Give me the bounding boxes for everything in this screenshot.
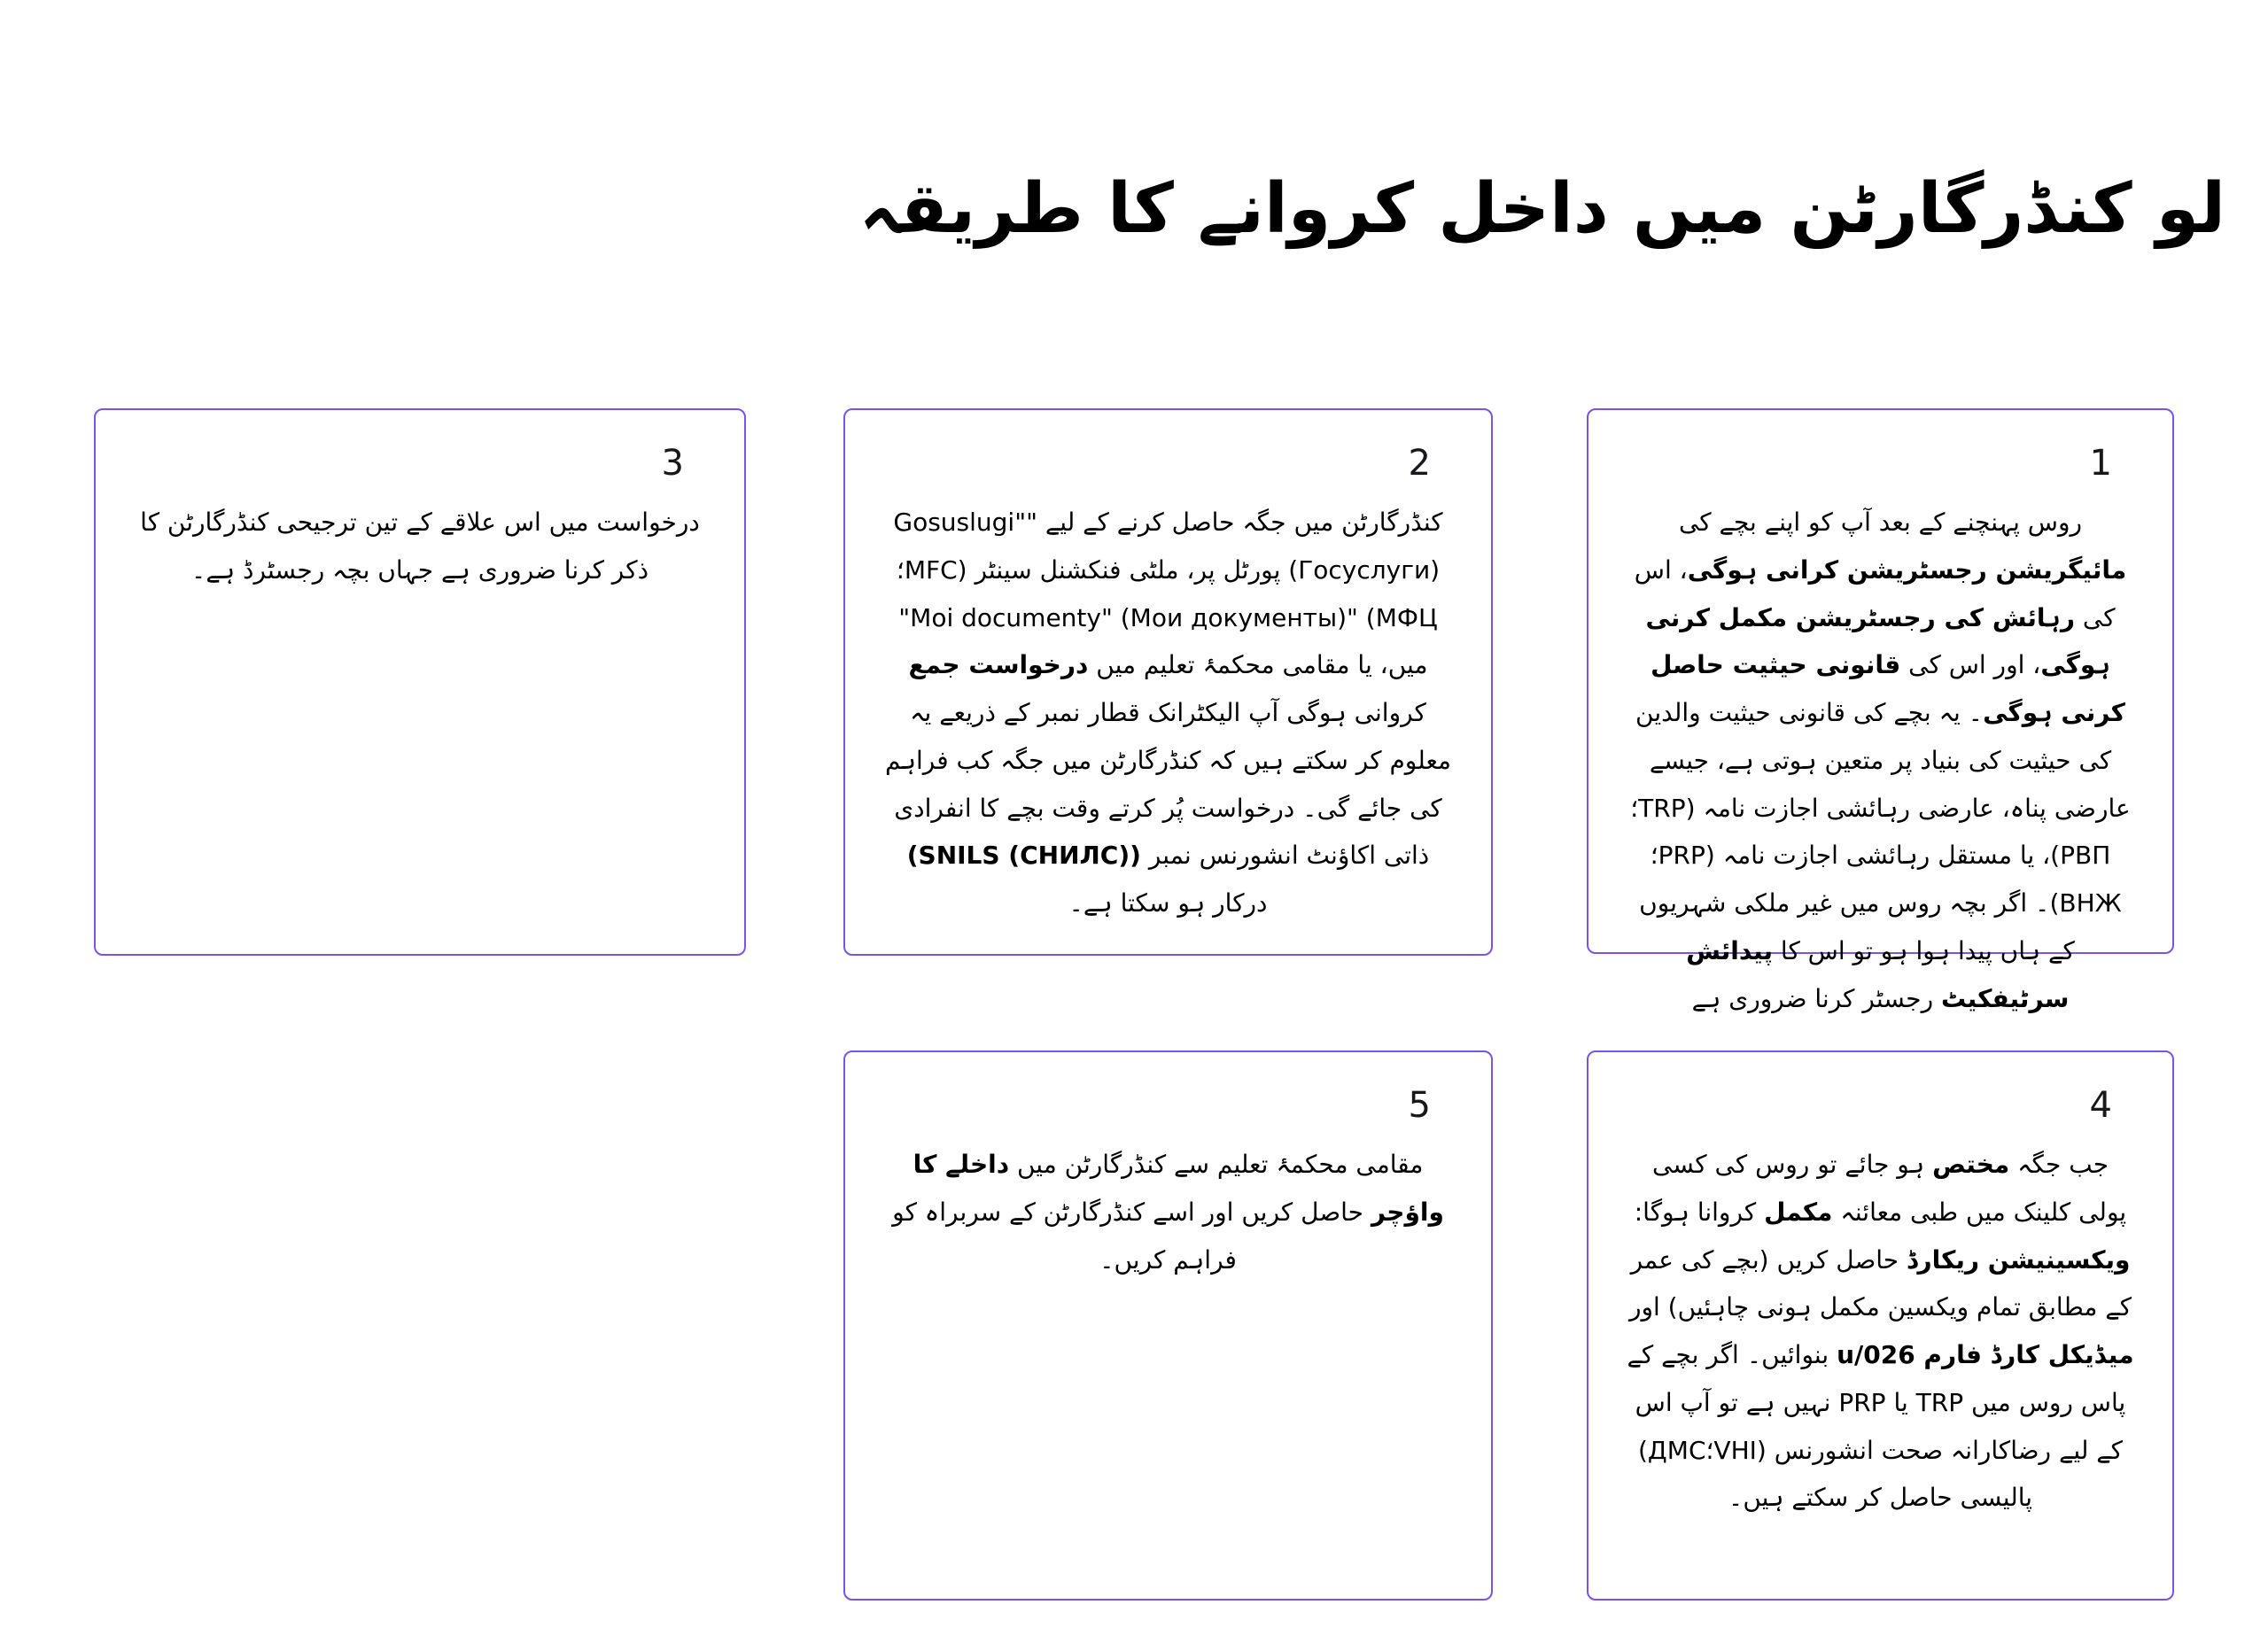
step-text: مقامی محکمۂ تعلیم سے کنڈرگارٹن میں داخلے کا واؤچر حاصل کریں اور اسے کنڈرگارٹن کے سربراہ کو فراہم کریں۔ xyxy=(892,1150,1444,1275)
step-number: 5 xyxy=(1408,1085,1431,1126)
page-title: لو کنڈرگارٹن میں داخل کروانے کا طریقہ xyxy=(858,169,2225,250)
step-number: 1 xyxy=(2089,443,2112,484)
step-text: روس پہنچنے کے بعد آپ کو اپنے بچے کی مائیگریشن رجسٹریشن کرانی ہوگی، اس کی رہائش کی رجسٹریشن مکمل کرنی ہوگی، اور اس کی قانونی حیثیت حاصل کرنی ہوگی۔ یہ بچے کی قانونی حیثیت والدین کی حیثیت کی بنیاد پر متعین ہوتی ہے، جیسے عارضی پناہ، عارضی رہائشی اجازت نامہ (TRP؛РВП)، یا مستقل رہائشی اجازت نامہ (PRP؛ВНЖ)۔ اگر بچہ روس میں غیر ملکی شہریوں کے ہاں پیدا ہوا ہو تو اس کا پیدائش سرٹیفکیٹ رجسٹر کرنا ضروری ہے xyxy=(1630,508,2131,1013)
step-number: 2 xyxy=(1408,443,1431,484)
step-card-3 xyxy=(94,408,746,956)
step-card-4 xyxy=(1587,1050,2174,1601)
step-number: 3 xyxy=(661,443,684,484)
step-card-5 xyxy=(843,1050,1493,1601)
step-text: درخواست میں اس علاقے کے تین ترجیحی کنڈرگارٹن کا ذکر کرنا ضروری ہے جہاں بچہ رجسٹرڈ ہے۔ xyxy=(140,508,700,585)
step-card-1 xyxy=(1587,408,2174,1013)
step-card-2 xyxy=(843,408,1493,956)
step-number: 4 xyxy=(2089,1085,2112,1126)
step-text: جب جگہ مختص ہو جائے تو روس کی کسی پولی کلینک میں طبی معائنہ مکمل کروانا ہوگا: ویکسینیشن ریکارڈ حاصل کریں (بچے کی عمر کے مطابق تمام ویکسین مکمل ہونی چاہئیں) اور میڈیکل کارڈ فارم u/026 بنوائیں۔ اگر بچے کے پاس روس میں TRP یا PRP نہیں ہے تو آپ اس کے لیے رضاکارانہ صحت انشورنس (VHI؛ДМС) پالیسی حاصل کر سکتے ہیں۔ xyxy=(1627,1150,2134,1513)
step-text: کنڈرگارٹن میں جگہ حاصل کرنے کے لیے ""Gosuslugi (Госуслуги) پورٹل پر، ملٹی فنکشنل سینٹر (MFC؛МФЦ) "Moi documenty" (Мои документы)" میں، یا مقامی محکمۂ تعلیم میں درخواست جمع کروانی ہوگی آپ الیکٹرانک قطار نمبر کے ذریعے یہ معلوم کر سکتے ہیں کہ کنڈرگارٹن میں جگہ کب فراہم کی جائے گی۔ درخواست پُر کرتے وقت بچے کا انفرادی ذاتی اکاؤنٹ انشورنس نمبر (SNILS (СНИЛС)) درکار ہو سکتا ہے۔ xyxy=(884,508,1452,918)
